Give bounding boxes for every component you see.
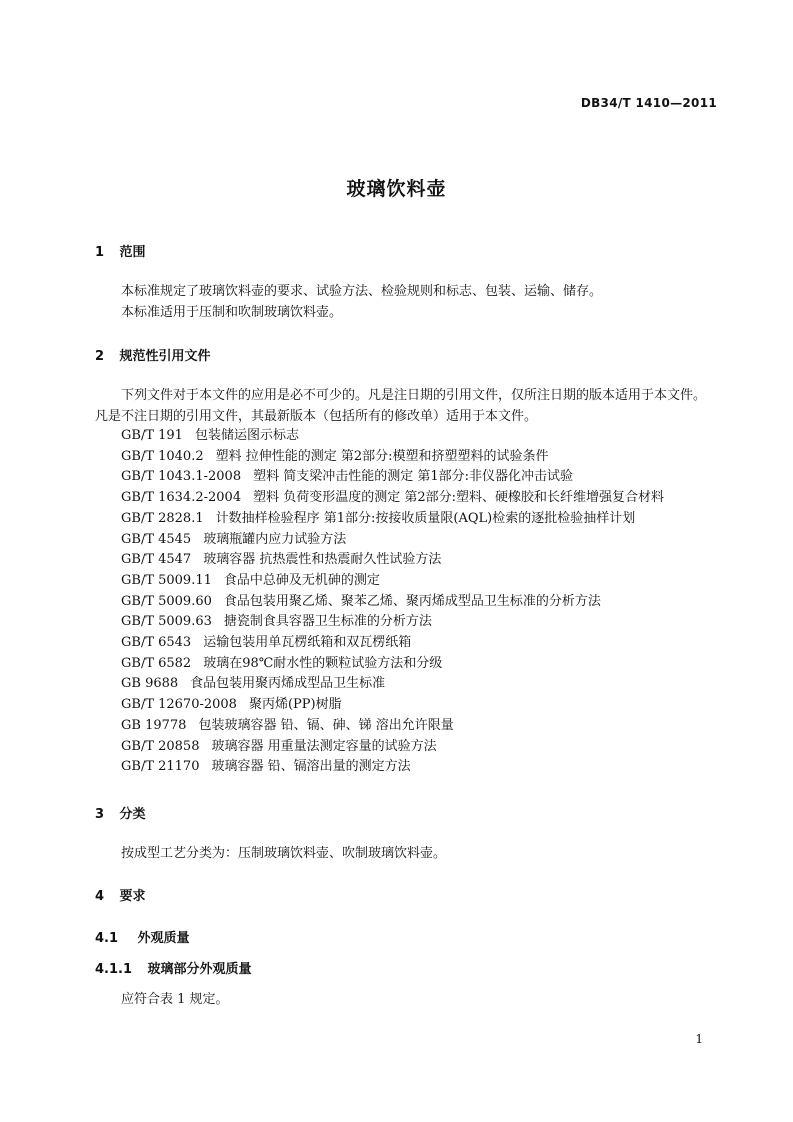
reference-name: 玻璃容器 铅、镉溶出量的测定方法 — [211, 759, 411, 775]
section-number: 1 — [95, 245, 105, 260]
reference-code: GB/T 4547 — [121, 552, 192, 568]
section-title: 要求 — [119, 889, 146, 904]
reference-item — [121, 757, 664, 778]
reference-code: GB/T 20858 — [121, 738, 200, 754]
reference-code: GB/T 5009.63 — [121, 614, 212, 630]
reference-item — [121, 716, 664, 737]
section-1-heading — [95, 241, 146, 260]
section-title: 规范性引用文件 — [119, 349, 211, 364]
section-number: 3 — [95, 807, 105, 822]
section-3-paragraph: 按成型工艺分类为：压制玻璃饮料壶、吹制玻璃饮料壶。 — [121, 846, 447, 861]
reference-item — [121, 530, 664, 551]
reference-item — [121, 695, 664, 716]
reference-name: 塑料 负荷变形温度的测定 第2部分:塑料、硬橡胶和长纤维增强复合材料 — [253, 490, 665, 506]
reference-code: GB/T 12670-2008 — [121, 697, 237, 713]
reference-name: 塑料 拉伸性能的测定 第2部分:模塑和挤塑塑料的试验条件 — [215, 448, 549, 464]
section-4-1-heading — [95, 927, 190, 946]
reference-item — [121, 654, 664, 675]
reference-item — [121, 737, 664, 758]
reference-code: GB/T 5009.11 — [121, 572, 212, 588]
reference-name: 塑料 简支梁冲击性能的测定 第1部分:非仪器化冲击试验 — [253, 469, 574, 485]
section-title: 外观质量 — [137, 931, 190, 946]
section-title: 玻璃部分外观质量 — [147, 962, 252, 977]
reference-name: 玻璃容器 用重量法测定容量的试验方法 — [211, 738, 437, 754]
reference-item — [121, 612, 664, 633]
section-number: 4.1.1 — [95, 962, 133, 977]
normative-reference-list — [121, 426, 664, 778]
section-4-1-1-heading — [95, 958, 252, 977]
reference-name: 搪瓷制食具容器卫生标准的分析方法 — [223, 614, 432, 630]
reference-item — [121, 447, 664, 468]
reference-code: GB 9688 — [121, 676, 179, 692]
reference-code: GB/T 191 — [121, 428, 183, 443]
reference-code: GB/T 1043.1-2008 — [121, 469, 242, 485]
reference-item — [121, 592, 664, 613]
section-2-intro: 下列文件对于本文件的应用是必不可少的。凡是注日期的引用文件，仅所注日期的版本适用于本文件。凡是不注日期的引用文件，其最新版本（包括所有的修改单）适用于本文件。 — [95, 388, 707, 424]
page-number: 1 — [695, 1032, 703, 1046]
reference-item — [121, 426, 664, 447]
reference-code: GB 19778 — [121, 717, 187, 733]
reference-item — [121, 571, 664, 592]
reference-name: 计数抽样检验程序 第1部分:按接收质量限(AQL)检索的逐批检验抽样计划 — [215, 510, 636, 526]
section-title: 范围 — [119, 245, 146, 260]
reference-code: GB/T 1040.2 — [121, 448, 204, 464]
reference-name: 聚丙烯(PP)树脂 — [248, 697, 342, 713]
reference-code: GB/T 5009.60 — [121, 593, 212, 609]
section-4-1-1-paragraph: 应符合表 1 规定。 — [121, 992, 229, 1007]
reference-item — [121, 467, 664, 488]
reference-name: 食品包装用聚丙烯成型品卫生标准 — [190, 676, 386, 692]
reference-item — [121, 488, 664, 509]
reference-code: GB/T 6582 — [121, 655, 192, 671]
reference-name: 食品包装用聚乙烯、聚苯乙烯、聚丙烯成型品卫生标准的分析方法 — [223, 593, 601, 609]
section-number: 4.1 — [95, 931, 119, 946]
reference-name: 食品中总砷及无机砷的测定 — [223, 572, 380, 588]
reference-code: GB/T 2828.1 — [121, 510, 204, 526]
reference-code: GB/T 1634.2-2004 — [121, 490, 242, 506]
document-code: DB34/T 1410—2011 — [580, 96, 717, 110]
reference-item — [121, 509, 664, 530]
section-title: 分类 — [119, 807, 146, 822]
reference-code: GB/T 6543 — [121, 635, 192, 651]
reference-name: 运输包装用单瓦楞纸箱和双瓦楞纸箱 — [203, 635, 412, 651]
reference-item — [121, 674, 664, 695]
reference-name: 包装储运图示标志 — [194, 428, 299, 443]
section-1-paragraph-2: 本标准适用于压制和吹制玻璃饮料壶。 — [121, 305, 343, 320]
reference-name: 玻璃瓶罐内应力试验方法 — [203, 531, 347, 547]
reference-item — [121, 633, 664, 654]
reference-name: 包装玻璃容器 铅、镉、砷、锑 溶出允许限量 — [198, 717, 454, 733]
section-2-heading — [95, 345, 211, 364]
section-4-heading — [95, 885, 146, 904]
reference-code: GB/T 21170 — [121, 759, 200, 775]
reference-code: GB/T 4545 — [121, 531, 192, 547]
reference-name: 玻璃容器 抗热震性和热震耐久性试验方法 — [203, 552, 442, 568]
reference-name: 玻璃在98℃耐水性的颗粒试验方法和分级 — [203, 655, 443, 671]
section-3-heading — [95, 803, 146, 822]
reference-item — [121, 550, 664, 571]
section-1-paragraph-1: 本标准规定了玻璃饮料壶的要求、试验方法、检验规则和标志、包装、运输、储存。 — [121, 284, 603, 299]
section-number: 4 — [95, 889, 105, 904]
section-number: 2 — [95, 349, 105, 364]
document-title: 玻璃饮料壶 — [346, 178, 447, 200]
